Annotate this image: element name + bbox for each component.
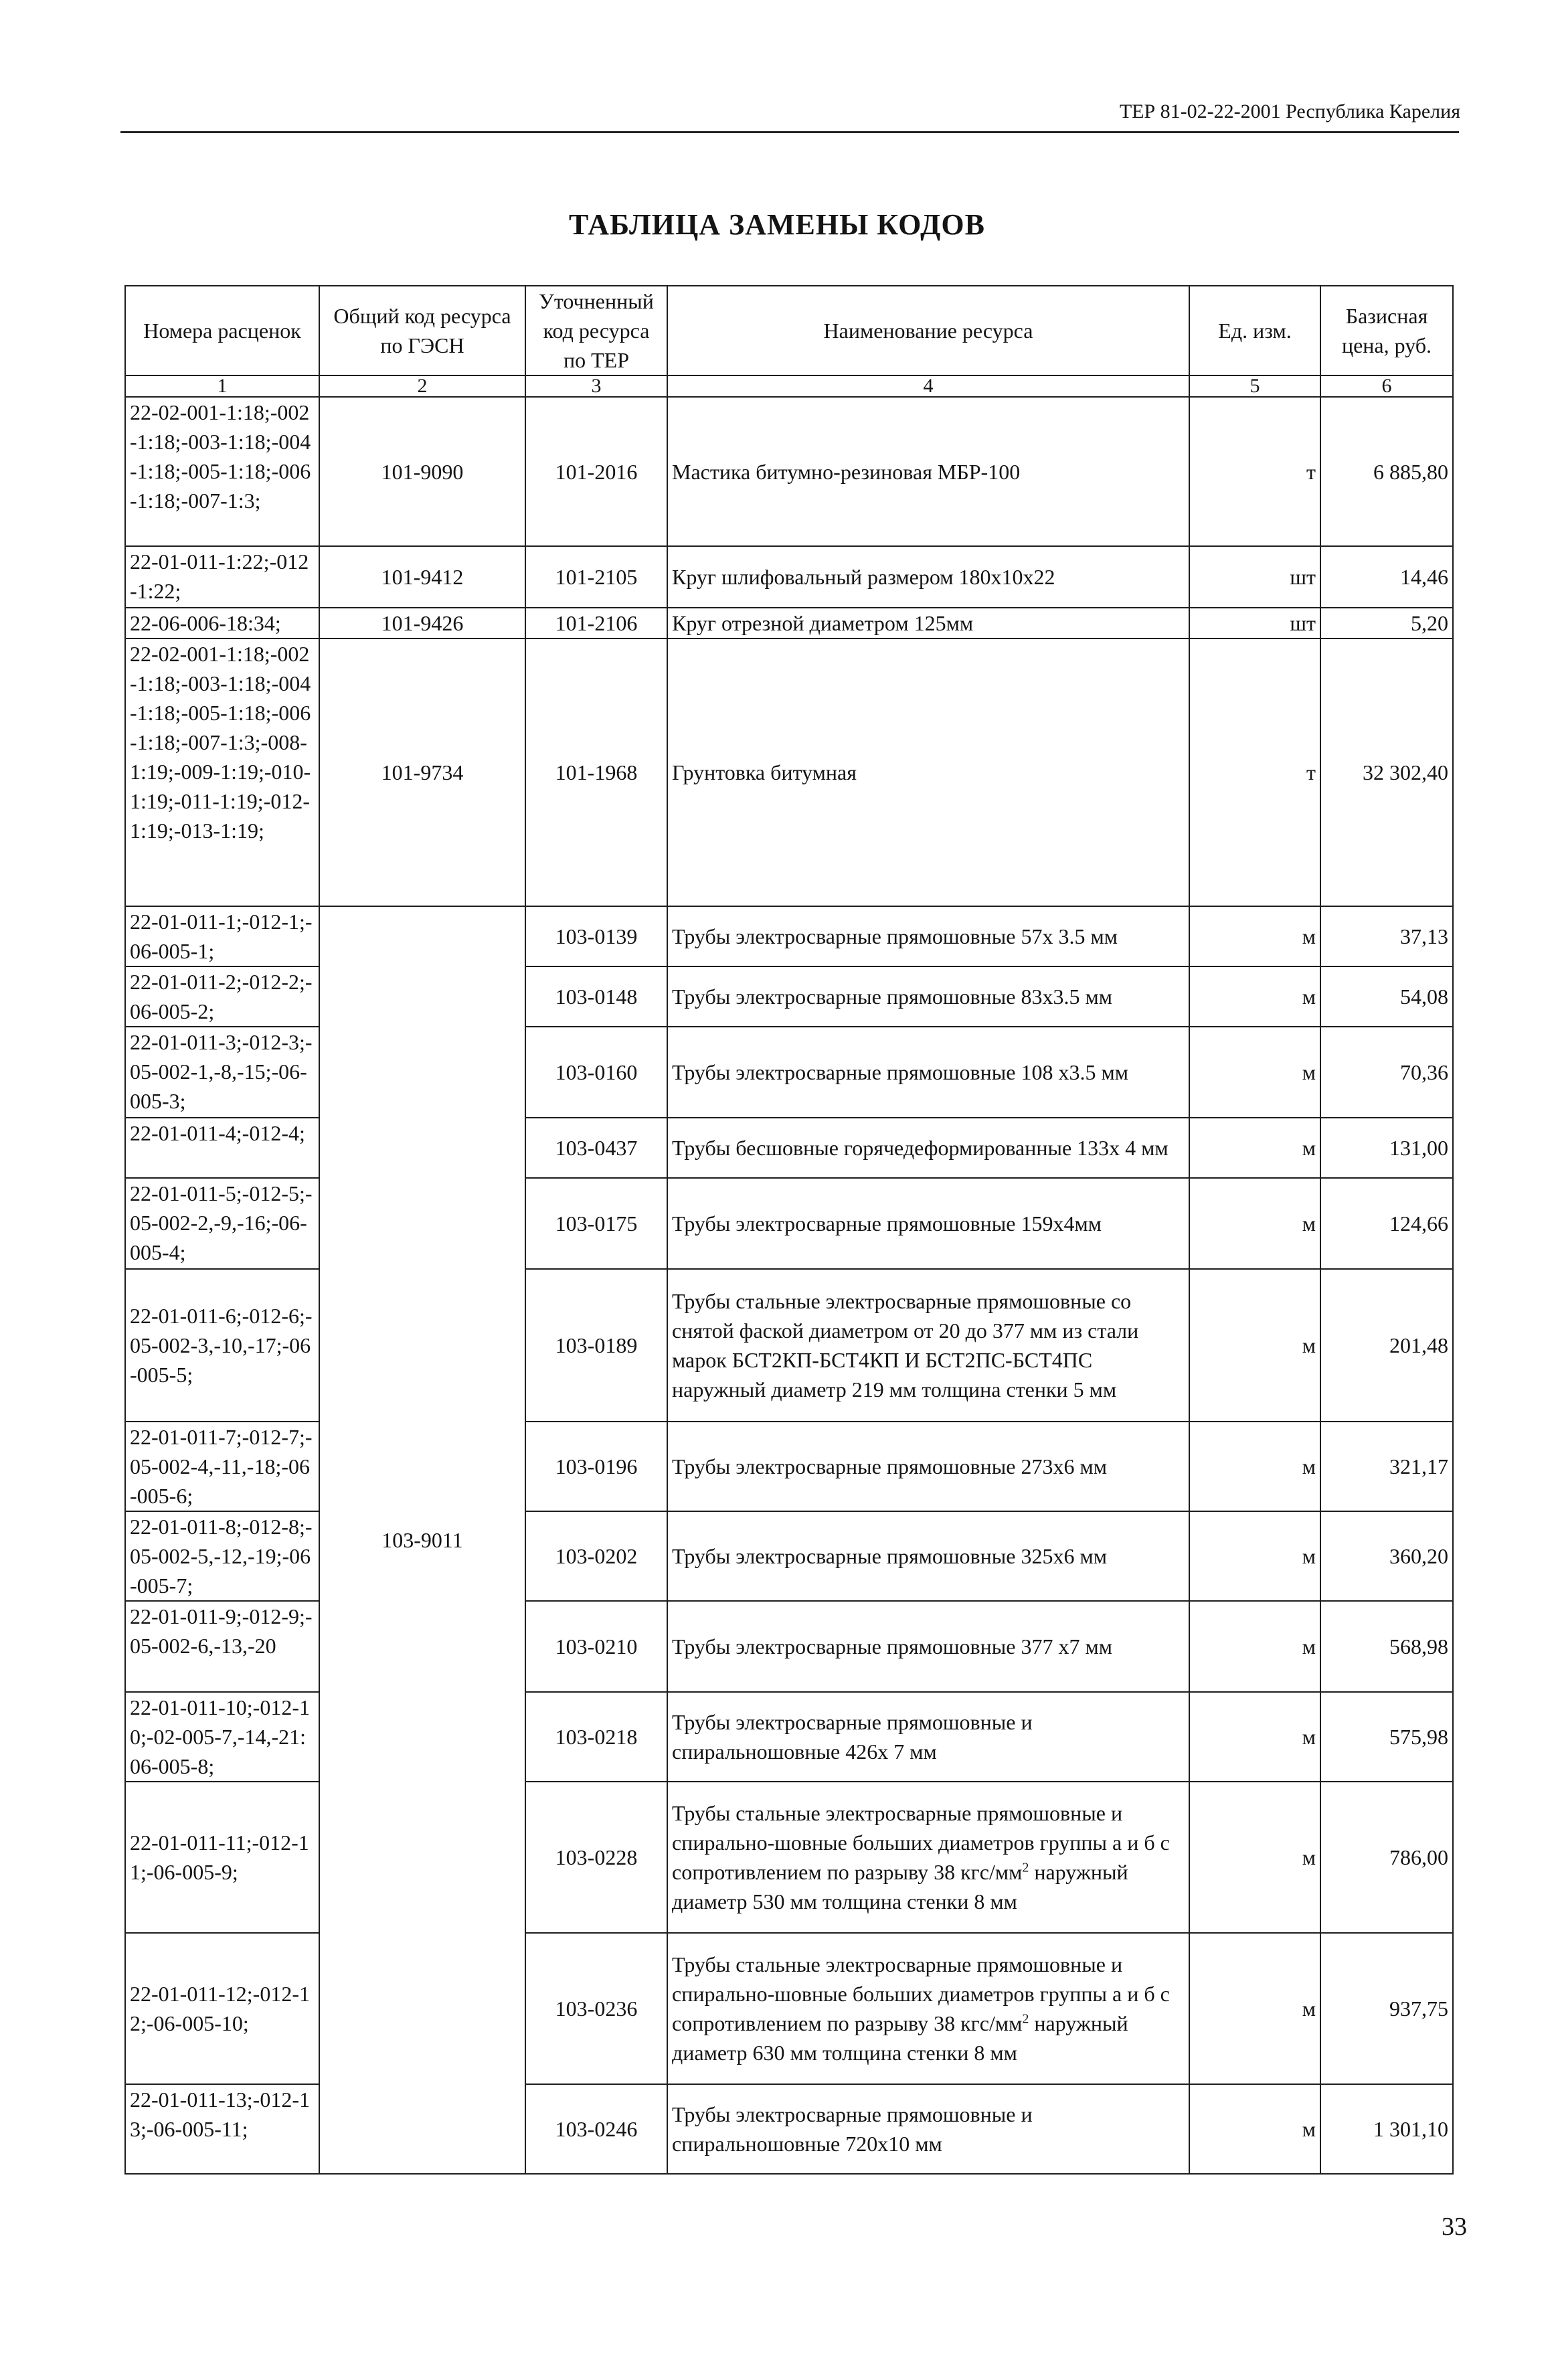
gesn-code-cell: 101-9734 bbox=[319, 639, 525, 906]
rate-codes-cell: 22-01-011-9;-012-9;-05-002-6,-13,-20 bbox=[125, 1601, 319, 1692]
rate-codes-cell: 22-01-011-2;-012-2;-06-005-2; bbox=[125, 966, 319, 1027]
price-cell: 6 885,80 bbox=[1320, 397, 1453, 546]
price-cell: 937,75 bbox=[1320, 1933, 1453, 2084]
table-header-row bbox=[125, 286, 1453, 375]
page-title: ТАБЛИЦА ЗАМЕНЫ КОДОВ bbox=[569, 208, 985, 241]
price-cell: 37,13 bbox=[1320, 906, 1453, 966]
ter-code-cell: 101-2016 bbox=[525, 397, 667, 546]
rate-codes-cell: 22-06-006-18:34; bbox=[125, 608, 319, 639]
column-number: 2 bbox=[319, 375, 525, 397]
unit-cell: м bbox=[1189, 1422, 1320, 1511]
resource-name-text: наружный диаметр 630 мм толщина стенки 8 мм bbox=[672, 2011, 1128, 2065]
document-header: ТЕР 81-02-22-2001 Республика Карелия bbox=[1119, 100, 1460, 122]
rate-codes-cell: 22-01-011-13;-012-13;-06-005-11; bbox=[125, 2084, 319, 2174]
gesn-code-cell: 101-9412 bbox=[319, 546, 525, 608]
ter-code-cell: 103-0148 bbox=[525, 966, 667, 1027]
table-row bbox=[125, 546, 1453, 608]
header-rule bbox=[120, 131, 1459, 133]
rate-codes-cell: 22-02-001-1:18;-002-1:18;-003-1:18;-004-1:18;-005-1:18;-006-1:18;-007-1:3;-008-1:19;-009-1:19;-010-1:19;-011-1:19;-012-1:19;-013-1:19; bbox=[125, 639, 319, 906]
gesn-code-cell: 101-9090 bbox=[319, 397, 525, 546]
unit-cell: м bbox=[1189, 1782, 1320, 1933]
price-cell: 568,98 bbox=[1320, 1601, 1453, 1692]
ter-code-cell: 103-0160 bbox=[525, 1027, 667, 1118]
ter-code-cell: 103-0437 bbox=[525, 1118, 667, 1178]
rate-codes-cell: 22-01-011-3;-012-3;-05-002-1,-8,-15;-06-005-3; bbox=[125, 1027, 319, 1118]
unit-cell: м bbox=[1189, 1601, 1320, 1692]
column-header: Базисная цена, руб. bbox=[1320, 286, 1453, 375]
gesn-code-cell: 103-9011 bbox=[319, 906, 525, 2174]
price-cell: 32 302,40 bbox=[1320, 639, 1453, 906]
rate-codes-cell: 22-01-011-1;-012-1;-06-005-1; bbox=[125, 906, 319, 966]
rate-codes-cell: 22-01-011-12;-012-12;-06-005-10; bbox=[125, 1933, 319, 2084]
resource-name-cell: Круг отрезной диаметром 125мм bbox=[667, 608, 1189, 639]
price-cell: 70,36 bbox=[1320, 1027, 1453, 1118]
rate-codes-cell: 22-01-011-10;-012-10;-02-005-7,-14,-21:06-005-8; bbox=[125, 1692, 319, 1782]
ter-code-cell: 103-0236 bbox=[525, 1933, 667, 2084]
column-header: Уточненный код ресурса по ТЕР bbox=[525, 286, 667, 375]
resource-name-cell bbox=[667, 1782, 1189, 1933]
resource-name-cell: Трубы электросварные прямошовные 57x 3.5 мм bbox=[667, 906, 1189, 966]
column-number: 4 bbox=[667, 375, 1189, 397]
column-header: Номера расценок bbox=[125, 286, 319, 375]
unit-cell: м bbox=[1189, 1118, 1320, 1178]
resource-name-cell: Круг шлифовальный размером 180x10x22 bbox=[667, 546, 1189, 608]
ter-code-cell: 103-0189 bbox=[525, 1269, 667, 1422]
page-number: 33 bbox=[1442, 2213, 1467, 2241]
superscript: 2 bbox=[1022, 2011, 1029, 2027]
resource-name-cell: Трубы электросварные прямошовные 108 x3.5 мм bbox=[667, 1027, 1189, 1118]
unit-cell: шт bbox=[1189, 546, 1320, 608]
price-cell: 124,66 bbox=[1320, 1178, 1453, 1269]
ter-code-cell: 101-1968 bbox=[525, 639, 667, 906]
table-row bbox=[125, 639, 1453, 906]
column-header: Ед. изм. bbox=[1189, 286, 1320, 375]
unit-cell: м bbox=[1189, 966, 1320, 1027]
price-cell: 54,08 bbox=[1320, 966, 1453, 1027]
unit-cell: м bbox=[1189, 1933, 1320, 2084]
price-cell: 5,20 bbox=[1320, 608, 1453, 639]
price-cell: 575,98 bbox=[1320, 1692, 1453, 1782]
resource-name-cell: Трубы бесшовные горячедеформированные 133x 4 мм bbox=[667, 1118, 1189, 1178]
resource-name-cell: Мастика битумно-резиновая МБР-100 bbox=[667, 397, 1189, 546]
ter-code-cell: 103-0202 bbox=[525, 1511, 667, 1601]
unit-cell: м bbox=[1189, 2084, 1320, 2174]
table-row bbox=[125, 608, 1453, 639]
unit-cell: м bbox=[1189, 1269, 1320, 1422]
unit-cell: м bbox=[1189, 906, 1320, 966]
resource-name-cell: Трубы стальные электросварные прямошовные со снятой фаской диаметром от 20 до 377 мм из стали марок БСТ2КП-БСТ4КП И БСТ2ПС-БСТ4ПС наружный диаметр 219 мм толщина стенки 5 мм bbox=[667, 1269, 1189, 1422]
ter-code-cell: 103-0210 bbox=[525, 1601, 667, 1692]
price-cell: 14,46 bbox=[1320, 546, 1453, 608]
resource-name-cell: Трубы электросварные прямошовные и спиральношовные 426x 7 мм bbox=[667, 1692, 1189, 1782]
column-number: 1 bbox=[125, 375, 319, 397]
resource-name-cell: Трубы электросварные прямошовные 83x3.5 мм bbox=[667, 966, 1189, 1027]
superscript: 2 bbox=[1022, 1860, 1029, 1875]
resource-name-cell bbox=[667, 1933, 1189, 2084]
resource-name-text: Трубы стальные электросварные прямошовные и спирально-шовные больших диаметров группы а и б с сопротивлением по разрыву 38 кгс/мм bbox=[672, 1952, 1170, 2035]
unit-cell: м bbox=[1189, 1178, 1320, 1269]
rate-codes-cell: 22-01-011-4;-012-4; bbox=[125, 1118, 319, 1178]
column-number: 6 bbox=[1320, 375, 1453, 397]
unit-cell: т bbox=[1189, 639, 1320, 906]
resource-name-text: Трубы стальные электросварные прямошовные и спирально-шовные больших диаметров группы а и б с сопротивлением по разрыву 38 кгс/мм bbox=[672, 1801, 1170, 1884]
ter-code-cell: 101-2105 bbox=[525, 546, 667, 608]
rate-codes-cell: 22-01-011-11;-012-11;-06-005-9; bbox=[125, 1782, 319, 1933]
resource-name-text: наружный диаметр 530 мм толщина стенки 8 мм bbox=[672, 1860, 1128, 1914]
column-number: 5 bbox=[1189, 375, 1320, 397]
ter-code-cell: 101-2106 bbox=[525, 608, 667, 639]
ter-code-cell: 103-0218 bbox=[525, 1692, 667, 1782]
price-cell: 201,48 bbox=[1320, 1269, 1453, 1422]
resource-name-cell: Грунтовка битумная bbox=[667, 639, 1189, 906]
ter-code-cell: 103-0228 bbox=[525, 1782, 667, 1933]
resource-name-cell: Трубы электросварные прямошовные 159x4мм bbox=[667, 1178, 1189, 1269]
price-cell: 1 301,10 bbox=[1320, 2084, 1453, 2174]
resource-name-cell: Трубы электросварные прямошовные 273x6 мм bbox=[667, 1422, 1189, 1511]
rate-codes-cell: 22-01-011-7;-012-7;-05-002-4,-11,-18;-06-005-6; bbox=[125, 1422, 319, 1511]
resource-name-cell: Трубы электросварные прямошовные 377 x7 мм bbox=[667, 1601, 1189, 1692]
column-number-row bbox=[125, 375, 1453, 397]
resource-name-cell: Трубы электросварные прямошовные и спиральношовные 720x10 мм bbox=[667, 2084, 1189, 2174]
unit-cell: м bbox=[1189, 1027, 1320, 1118]
price-cell: 786,00 bbox=[1320, 1782, 1453, 1933]
ter-code-cell: 103-0175 bbox=[525, 1178, 667, 1269]
ter-code-cell: 103-0139 bbox=[525, 906, 667, 966]
table-row bbox=[125, 906, 1453, 966]
column-number: 3 bbox=[525, 375, 667, 397]
resource-name-cell: Трубы электросварные прямошовные 325x6 мм bbox=[667, 1511, 1189, 1601]
price-cell: 321,17 bbox=[1320, 1422, 1453, 1511]
unit-cell: т bbox=[1189, 397, 1320, 546]
unit-cell: м bbox=[1189, 1692, 1320, 1782]
rate-codes-cell: 22-02-001-1:18;-002-1:18;-003-1:18;-004-1:18;-005-1:18;-006-1:18;-007-1:3; bbox=[125, 397, 319, 546]
price-cell: 131,00 bbox=[1320, 1118, 1453, 1178]
rate-codes-cell: 22-01-011-6;-012-6;-05-002-3,-10,-17;-06-005-5; bbox=[125, 1269, 319, 1422]
table-row bbox=[125, 397, 1453, 546]
rate-codes-cell: 22-01-011-5;-012-5;-05-002-2,-9,-16;-06-005-4; bbox=[125, 1178, 319, 1269]
column-header: Общий код ресурса по ГЭСН bbox=[319, 286, 525, 375]
column-header: Наименование ресурса bbox=[667, 286, 1189, 375]
unit-cell: шт bbox=[1189, 608, 1320, 639]
price-cell: 360,20 bbox=[1320, 1511, 1453, 1601]
unit-cell: м bbox=[1189, 1511, 1320, 1601]
code-replacement-table bbox=[124, 285, 1454, 2175]
rate-codes-cell: 22-01-011-1:22;-012-1:22; bbox=[125, 546, 319, 608]
rate-codes-cell: 22-01-011-8;-012-8;-05-002-5,-12,-19;-06-005-7; bbox=[125, 1511, 319, 1601]
ter-code-cell: 103-0196 bbox=[525, 1422, 667, 1511]
ter-code-cell: 103-0246 bbox=[525, 2084, 667, 2174]
gesn-code-cell: 101-9426 bbox=[319, 608, 525, 639]
